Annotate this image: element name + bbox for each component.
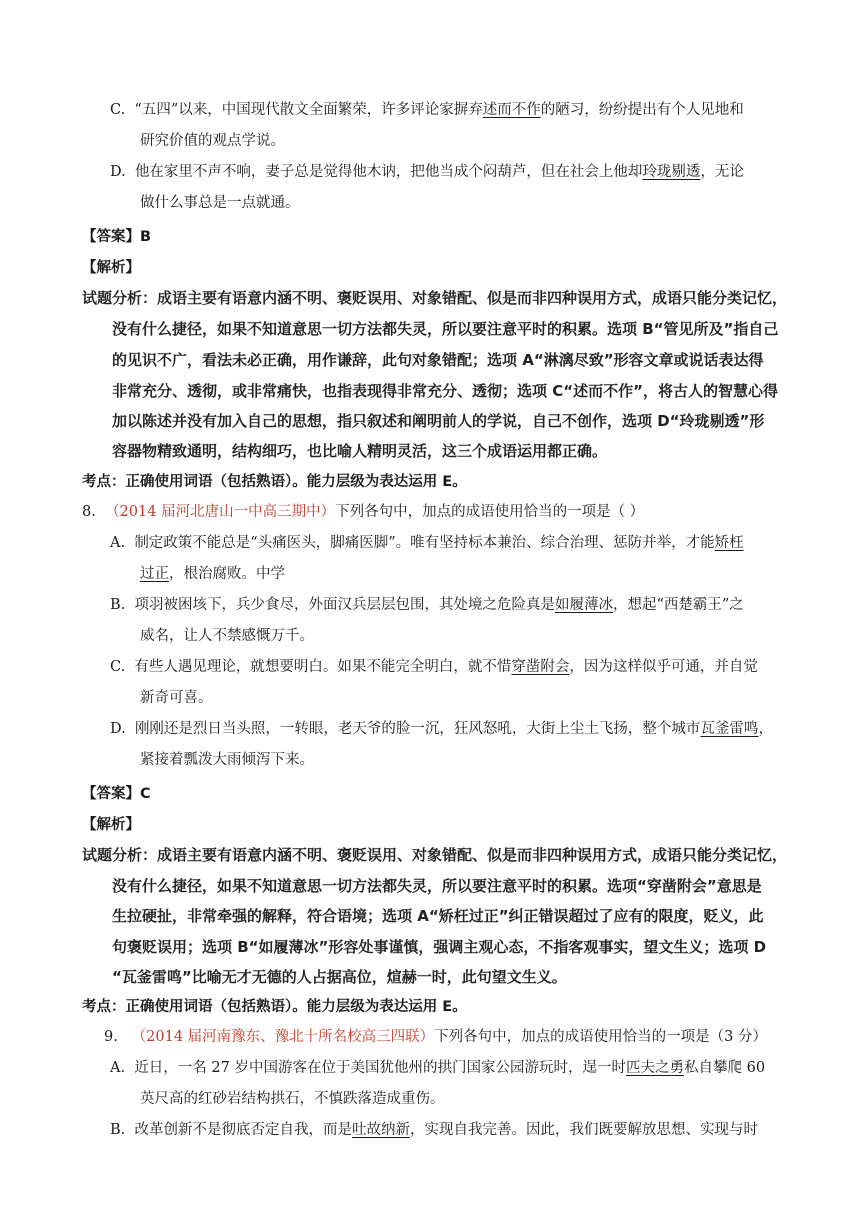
question-number: 9. [104, 1029, 118, 1045]
q7-option-d-line2: 做什么事总是一点就通。 [140, 195, 300, 211]
question-number: 8. [82, 504, 96, 520]
q8-analysis-line: 句褒贬误用；选项 B“如履薄冰”形容处事谨慎，强调主观心态，不指客观事实，望文生义；选项 D [112, 938, 767, 956]
q9-option-b [110, 1120, 758, 1140]
q7-analysis-line: 加以陈述并没有加入自己的思想，指只叙述和阐明前人的学说，自己不创作，选项 D“玲珑剔透”形 [112, 412, 765, 430]
q8-analysis-line: “瓦釜雷鸣”比喻无才无德的人占据高位，煊赫一时，此句望文生义。 [112, 968, 567, 986]
idiom: 玲珑剔透 [642, 164, 701, 180]
option-text: ，根治腐败。中学 [169, 566, 285, 582]
q7-analysis-line: 没有什么捷径，如果不知道意思一切方法都失灵，所以要注意平时的积累。选项 B“管见所及”指自己 [112, 320, 779, 338]
q8-option-c [110, 657, 758, 677]
q8-stem [82, 502, 644, 522]
idiom: 矫枉 [714, 535, 744, 551]
q8-option-a-line2 [140, 564, 285, 584]
idiom: 过正 [140, 566, 169, 582]
q8-answer: 【答案】C [82, 786, 151, 802]
idiom: 瓦釜雷鸣 [700, 721, 759, 737]
q7-option-c [110, 100, 744, 120]
option-text: ，无论 [700, 164, 744, 180]
q7-kaodian: 考点：正确使用词语（包括熟语）。能力层级为表达运用 E。 [82, 474, 467, 490]
option-text: 有些人遇见理论，就想要明白。如果不能完全明白，就不惜 [134, 659, 512, 675]
option-text: ，想起“西楚霸王”之 [612, 597, 744, 613]
option-label: A. [110, 535, 126, 551]
option-text: “五四”以来，中国现代散文全面繁荣，许多评论家摒弃 [134, 102, 483, 118]
q8-option-c-line2: 新奇可喜。 [140, 690, 213, 706]
q9-option-a-line2: 英尺高的红砂岩结构拱石，不慎跌落造成重伤。 [140, 1091, 445, 1107]
question-stem: 下列各句中，加点的成语使用恰当的一项是（3 分） [434, 1029, 768, 1045]
option-text: 近日，一名 27 岁中国游客在位于美国犹他州的拱门国家公园游玩时，逞一时 [134, 1060, 626, 1076]
option-text: ，因为这样似乎可通，并自觉 [569, 659, 758, 675]
q7-answer: 【答案】B [82, 229, 152, 245]
option-text: 私自攀爬 60 [683, 1060, 766, 1076]
idiom: 穿凿附会 [511, 659, 570, 675]
q8-analysis-line: 生拉硬扯，非常牵强的解释，符合语境；选项 A“矫枉过正”纠正错误超过了应有的限度，贬义，此 [112, 907, 764, 925]
option-label: D. [110, 721, 126, 737]
question-source: （2014 届河南豫东、豫北十所名校高三四联） [131, 1029, 435, 1045]
q8-kaodian: 考点：正确使用词语（包括熟语）。能力层级为表达运用 E。 [82, 999, 467, 1015]
option-label: B. [110, 597, 126, 613]
option-text: ，实现自我完善。因此，我们既要解放思想、实现与时 [409, 1122, 758, 1138]
option-text: 项羽被困垓下，兵少食尽，外面汉兵层层包围，其处境之危险真是 [134, 597, 555, 613]
q7-option-c-line2: 研究价值的观点学说。 [140, 133, 285, 149]
q7-analysis-line: 试题分析：成语主要有语意内涵不明、褒贬误用、对象错配、似是而非四种误用方式，成语只能分类记忆， [82, 289, 788, 307]
option-text: 制定政策不能总是“头痛医头，脚痛医脚”。唯有坚持标本兼治、综合治理、惩防并举，才能 [134, 535, 715, 551]
option-text: 的陋习，纷纷提出有个人见地和 [540, 102, 744, 118]
option-text: 他在家里不声不响，妻子总是觉得他木讷，把他当成个闷葫芦，但在社会上他却 [134, 164, 643, 180]
idiom: 吐故纳新 [351, 1122, 410, 1138]
q8-option-b-line2: 威名，让人不禁感慨万千。 [140, 628, 314, 644]
q7-option-d [110, 162, 744, 182]
option-text: 改革创新不是彻底否定自我，而是 [134, 1122, 352, 1138]
q8-option-b [110, 595, 744, 615]
question-source: （2014 届河北唐山一中高三期中） [105, 504, 336, 520]
option-text: ， [758, 721, 773, 737]
q8-analysis-heading: 【解析】 [82, 817, 140, 833]
idiom: 如履薄冰 [554, 597, 613, 613]
q7-analysis-line: 的见识不广，看法未必正确，用作谦辞，此句对象错配；选项 A“淋漓尽致”形容文章或说话表达得 [112, 351, 764, 369]
idiom: 匹夫之勇 [625, 1060, 684, 1076]
option-label: B. [110, 1122, 126, 1138]
q8-option-a [110, 533, 744, 553]
idiom: 述而不作 [482, 102, 541, 118]
option-label: C. [110, 102, 126, 118]
q7-analysis-line: 容器物精致通明，结构细巧，也比喻人精明灵活，这三个成语运用都正确。 [112, 442, 608, 460]
option-text: 刚刚还是烈日当头照，一转眼，老天爷的脸一沉，狂风怒吼，大街上尘土飞扬，整个城市 [134, 721, 701, 737]
q8-analysis-line: 没有什么捷径，如果不知道意思一切方法都失灵，所以要注意平时的积累。选项“穿凿附会”意思是 [112, 877, 762, 895]
q9-option-a [110, 1058, 765, 1078]
q8-option-d-line2: 紧接着瓢泼大雨倾泻下来。 [140, 752, 314, 768]
question-stem: 下列各句中，加点的成语使用恰当的一项是（ ） [335, 504, 645, 520]
option-label: A. [110, 1060, 126, 1076]
option-label: C. [110, 659, 126, 675]
q8-analysis-line: 试题分析：成语主要有语意内涵不明、褒贬误用、对象错配、似是而非四种误用方式，成语只能分类记忆， [82, 846, 788, 864]
q9-stem [104, 1027, 767, 1047]
option-label: D. [110, 164, 126, 180]
q8-option-d [110, 719, 773, 739]
q7-analysis-line: 非常充分、透彻，或非常痛快，也指表现得非常充分、透彻；选项 C“述而不作”，将古人的智慧心得 [112, 382, 778, 400]
q7-analysis-heading: 【解析】 [82, 260, 140, 276]
